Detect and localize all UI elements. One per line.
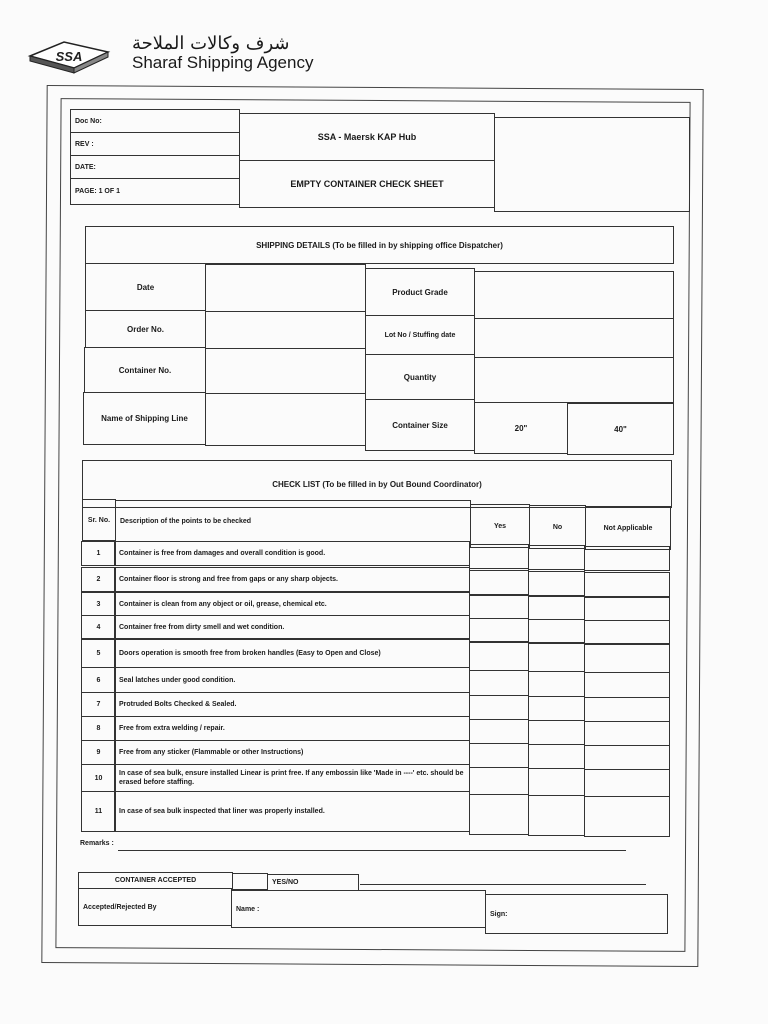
company-name-arabic: شرف وكالات الملاحة	[132, 33, 290, 54]
date-field: DATE:	[70, 155, 240, 179]
row-no-checkbox[interactable]	[528, 596, 585, 620]
row-description: Container floor is strong and free from gaps or any sharp objects.	[114, 567, 470, 592]
col-no: No	[529, 505, 586, 549]
shipping-line-value[interactable]	[205, 393, 366, 446]
row-description: In case of sea bulk inspected that liner was properly installed.	[114, 791, 470, 832]
row-description: Doors operation is smooth free from broken handles (Easy to Open and Close)	[114, 639, 470, 668]
row-sr-no: 1	[81, 541, 116, 566]
row-na-checkbox[interactable]	[584, 672, 670, 698]
ssa-logo	[22, 38, 112, 76]
row-sr-no: 9	[81, 740, 116, 765]
row-sr-no: 5	[81, 639, 116, 668]
row-sr-no: 8	[81, 716, 116, 741]
row-description: Seal latches under good condition.	[114, 667, 470, 693]
row-sr-no: 11	[81, 791, 116, 832]
row-no-checkbox[interactable]	[528, 768, 585, 796]
row-na-checkbox[interactable]	[584, 796, 670, 837]
remarks-line[interactable]	[118, 850, 626, 851]
product-grade-label: Product Grade	[365, 268, 475, 316]
row-description: Protruded Bolts Checked & Sealed.	[114, 692, 470, 717]
row-na-checkbox[interactable]	[584, 597, 670, 621]
row-no-checkbox[interactable]	[528, 720, 585, 745]
lot-no-label: Lot No / Stuffing date	[365, 315, 475, 355]
row-description: Container is clean from any object or oil, grease, chemical etc.	[114, 592, 470, 616]
row-yes-checkbox[interactable]	[469, 670, 529, 696]
accepted-line	[360, 884, 646, 885]
order-no-label: Order No.	[85, 310, 206, 348]
date-value[interactable]	[205, 264, 366, 312]
row-sr-no: 6	[81, 667, 116, 693]
product-grade-value[interactable]	[474, 271, 674, 319]
col-not-applicable: Not Applicable	[585, 506, 671, 550]
rev-field: REV :	[70, 132, 240, 156]
accepted-blank	[232, 873, 268, 890]
row-no-checkbox[interactable]	[528, 643, 585, 672]
row-sr-no: 10	[81, 764, 116, 792]
yes-no-field[interactable]: YES/NO	[267, 874, 359, 891]
row-na-checkbox[interactable]	[584, 721, 670, 746]
row-description: Free from extra welding / repair.	[114, 716, 470, 741]
row-sr-no: 4	[81, 615, 116, 639]
row-yes-checkbox[interactable]	[469, 695, 529, 720]
doc-info-blank	[494, 117, 690, 212]
row-yes-checkbox[interactable]	[469, 544, 529, 569]
row-yes-checkbox[interactable]	[469, 767, 529, 795]
logo-text: SSA	[55, 49, 83, 64]
row-yes-checkbox[interactable]	[469, 570, 529, 595]
row-na-checkbox[interactable]	[584, 546, 670, 571]
row-sr-no: 7	[81, 692, 116, 717]
sign-field[interactable]: Sign:	[485, 894, 668, 934]
size-20-option[interactable]: 20"	[474, 402, 568, 454]
container-no-label: Container No.	[84, 347, 206, 393]
doc-no-field: Doc No:	[70, 109, 240, 133]
company-name: Sharaf Shipping Agency	[132, 53, 314, 72]
order-no-value[interactable]	[205, 311, 366, 349]
accepted-by-label: Accepted/Rejected By	[78, 888, 232, 926]
row-yes-checkbox[interactable]	[469, 618, 529, 642]
row-description: Free from any sticker (Flammable or other Instructions)	[114, 740, 470, 765]
row-yes-checkbox[interactable]	[469, 743, 529, 768]
row-description: Container free from dirty smell and wet condition.	[114, 615, 470, 639]
remarks-label: Remarks :	[80, 840, 114, 847]
container-size-label: Container Size	[365, 399, 475, 451]
name-field[interactable]: Name :	[231, 890, 486, 928]
row-yes-checkbox[interactable]	[469, 719, 529, 744]
row-no-checkbox[interactable]	[528, 696, 585, 721]
hub-title: SSA - Maersk KAP Hub	[239, 113, 495, 161]
container-accepted-label: CONTAINER ACCEPTED	[78, 872, 233, 889]
shipping-title: SHIPPING DETAILS (To be filled in by shipping office Dispatcher)	[85, 226, 674, 264]
row-na-checkbox[interactable]	[584, 745, 670, 770]
row-no-checkbox[interactable]	[528, 619, 585, 643]
row-na-checkbox[interactable]	[584, 644, 670, 673]
size-40-option[interactable]: 40"	[567, 403, 674, 455]
col-description: Description of the points to be checked	[115, 500, 471, 542]
container-no-value[interactable]	[205, 348, 366, 394]
row-description: Container is free from damages and overall condition is good.	[114, 541, 470, 566]
page-field: PAGE: 1 OF 1	[70, 178, 240, 205]
row-yes-checkbox[interactable]	[469, 595, 529, 619]
row-yes-checkbox[interactable]	[469, 642, 529, 671]
row-description: In case of sea bulk, ensure installed Linear is print free. If any embossin like 'Made in ----' etc. should be erased before staffing.	[114, 764, 470, 792]
quantity-value[interactable]	[474, 357, 674, 403]
lot-no-value[interactable]	[474, 318, 674, 358]
row-na-checkbox[interactable]	[584, 620, 670, 644]
sheet-title: EMPTY CONTAINER CHECK SHEET	[239, 160, 495, 208]
row-na-checkbox[interactable]	[584, 697, 670, 722]
row-no-checkbox[interactable]	[528, 744, 585, 769]
col-sr-no: Sr. No.	[82, 499, 116, 541]
row-yes-checkbox[interactable]	[469, 794, 529, 835]
row-no-checkbox[interactable]	[528, 671, 585, 697]
row-no-checkbox[interactable]	[528, 795, 585, 836]
row-sr-no: 2	[81, 567, 116, 592]
shipping-line-label: Name of Shipping Line	[83, 392, 206, 445]
col-yes: Yes	[470, 504, 530, 548]
row-na-checkbox[interactable]	[584, 572, 670, 597]
row-no-checkbox[interactable]	[528, 571, 585, 596]
quantity-label: Quantity	[365, 354, 475, 400]
row-na-checkbox[interactable]	[584, 769, 670, 797]
row-no-checkbox[interactable]	[528, 545, 585, 570]
date-label: Date	[85, 263, 206, 311]
row-sr-no: 3	[81, 592, 116, 616]
checklist-title: CHECK LIST (To be filled in by Out Bound Coordinator)	[82, 460, 672, 508]
